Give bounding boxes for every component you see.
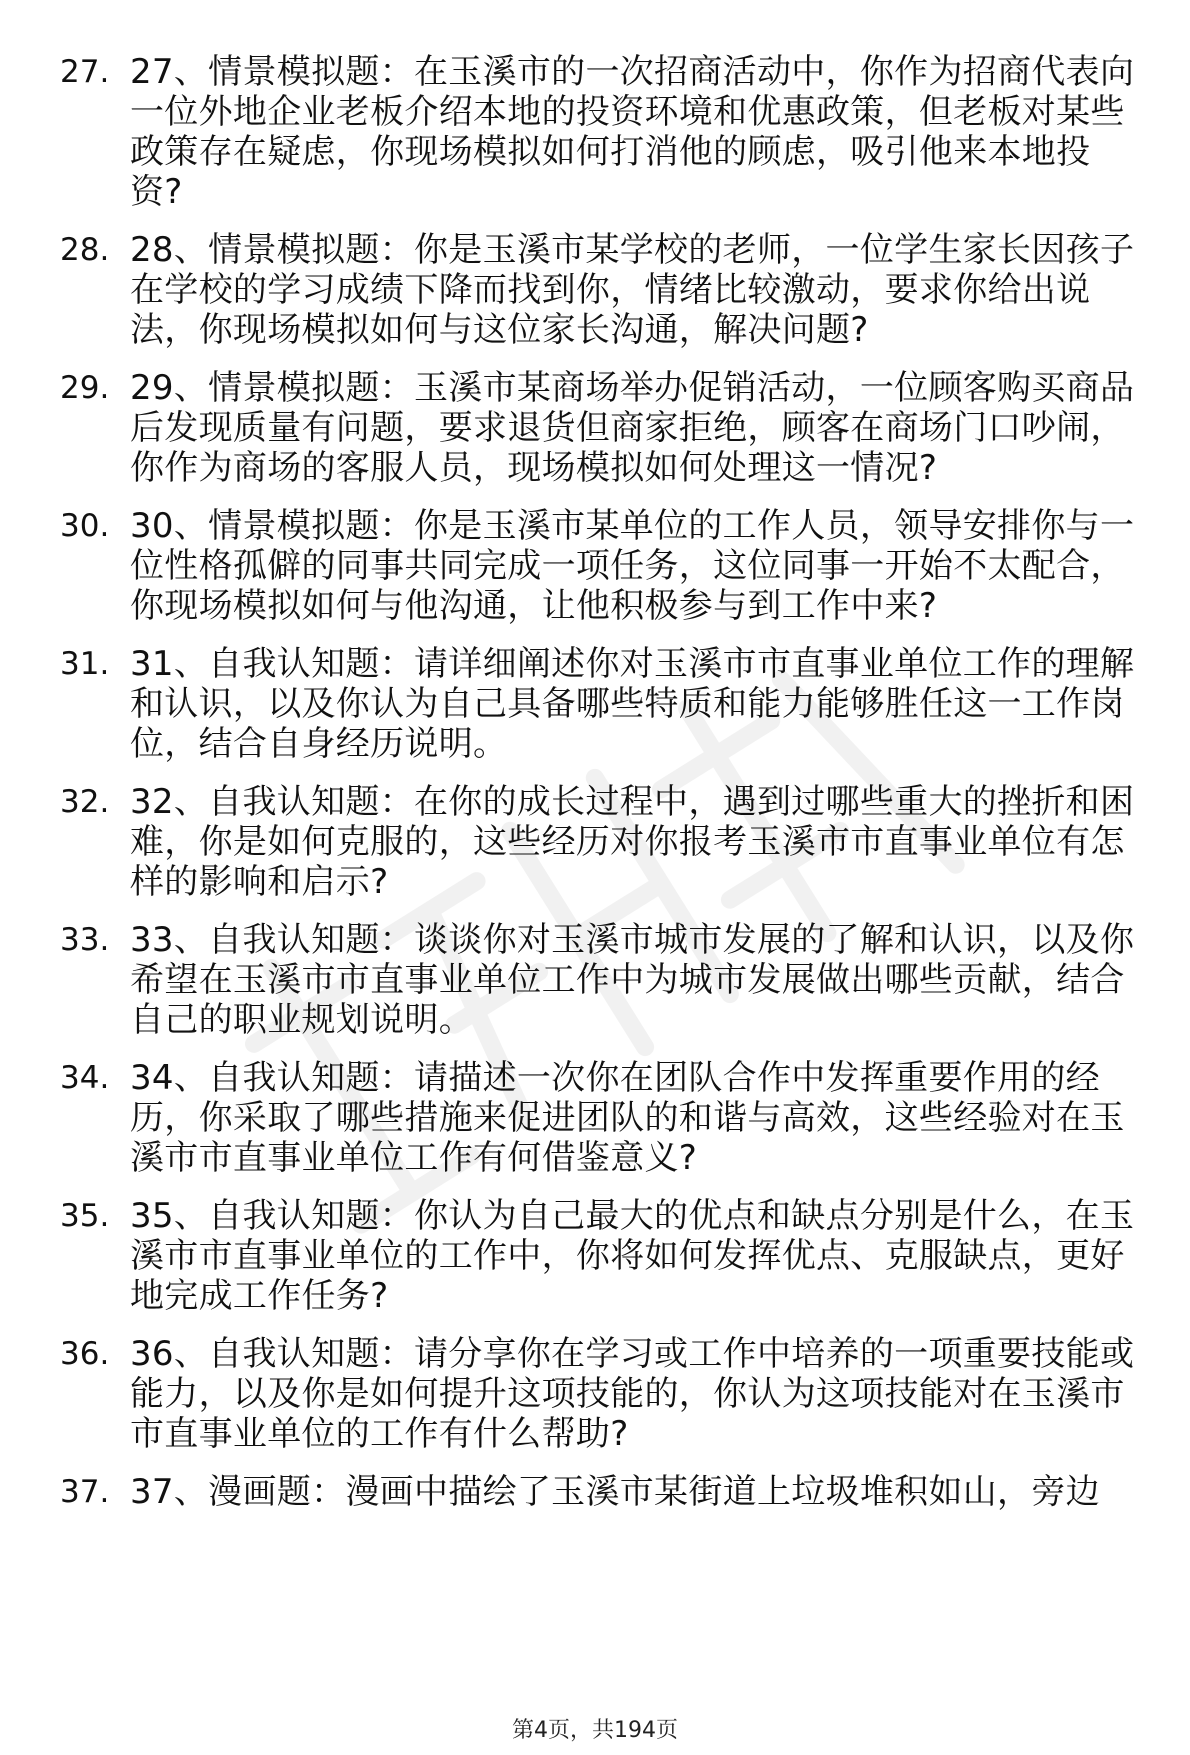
question-item-35: [60, 1196, 1150, 1316]
question-item-27: [60, 52, 1150, 212]
question-number: 35.: [60, 1198, 110, 1234]
question-number: 32.: [60, 784, 110, 820]
question-text: 37、漫画题：漫画中描绘了玉溪市某街道上垃圾堆积如山，旁边: [130, 1472, 1100, 1512]
question-text: 34、自我认知题：请描述一次你在团队合作中发挥重要作用的经历，你采取了哪些措施来促进团队的和谐与高效，这些经验对在玉溪市市直事业单位工作有何借鉴意义?: [130, 1058, 1125, 1178]
question-text: 30、情景模拟题：你是玉溪市某单位的工作人员，领导安排你与一位性格孤僻的同事共同完成一项任务，这位同事一开始不太配合，你现场模拟如何与他沟通，让他积极参与到工作中来?: [130, 506, 1135, 626]
question-item-34: [60, 1058, 1150, 1178]
question-item-32: [60, 782, 1150, 902]
question-text: 28、情景模拟题：你是玉溪市某学校的老师，一位学生家长因孩子在学校的学习成绩下降而找到你，情绪比较激动，要求你给出说法，你现场模拟如何与这位家长沟通，解决问题?: [130, 230, 1135, 350]
question-item-29: [60, 368, 1150, 488]
page-number-label: 第4页，共194页: [512, 1718, 678, 1743]
question-item-33: [60, 920, 1150, 1040]
question-item-28: [60, 230, 1150, 350]
question-text: 36、自我认知题：请分享你在学习或工作中培养的一项重要技能或能力，以及你是如何提升这项技能的，你认为这项技能对在玉溪市市直事业单位的工作有什么帮助?: [130, 1334, 1135, 1454]
question-text: 27、情景模拟题：在玉溪市的一次招商活动中，你作为招商代表向一位外地企业老板介绍本地的投资环境和优惠政策，但老板对某些政策存在疑虑，你现场模拟如何打消他的顾虑，吸引他来本地投资?: [130, 52, 1135, 212]
question-number: 28.: [60, 232, 110, 268]
question-text: 33、自我认知题：谈谈你对玉溪市城市发展的了解和认识，以及你希望在玉溪市市直事业单位工作中为城市发展做出哪些贡献，结合自己的职业规划说明。: [130, 920, 1135, 1040]
question-number: 36.: [60, 1336, 110, 1372]
question-text: 35、自我认知题：你认为自己最大的优点和缺点分别是什么，在玉溪市市直事业单位的工作中，你将如何发挥优点、克服缺点，更好地完成工作任务?: [130, 1196, 1135, 1316]
question-list: [60, 52, 1150, 1530]
question-item-31: [60, 644, 1150, 764]
question-number: 27.: [60, 54, 110, 90]
page-footer: [0, 1718, 1190, 1744]
question-item-30: [60, 506, 1150, 626]
question-text: 29、情景模拟题：玉溪市某商场举办促销活动，一位顾客购买商品后发现质量有问题，要求退货但商家拒绝，顾客在商场门口吵闹，你作为商场的客服人员，现场模拟如何处理这一情况?: [130, 368, 1135, 488]
question-number: 30.: [60, 508, 110, 544]
question-number: 33.: [60, 922, 110, 958]
question-number: 34.: [60, 1060, 110, 1096]
question-number: 29.: [60, 370, 110, 406]
question-item-37: [60, 1472, 1150, 1512]
question-number: 31.: [60, 646, 110, 682]
question-text: 32、自我认知题：在你的成长过程中，遇到过哪些重大的挫折和困难，你是如何克服的，这些经历对你报考玉溪市市直事业单位有怎样的影响和启示?: [130, 782, 1135, 902]
question-text: 31、自我认知题：请详细阐述你对玉溪市市直事业单位工作的理解和认识，以及你认为自己具备哪些特质和能力能够胜任这一工作岗位，结合自身经历说明。: [130, 644, 1135, 764]
question-number: 37.: [60, 1474, 110, 1510]
question-item-36: [60, 1334, 1150, 1454]
